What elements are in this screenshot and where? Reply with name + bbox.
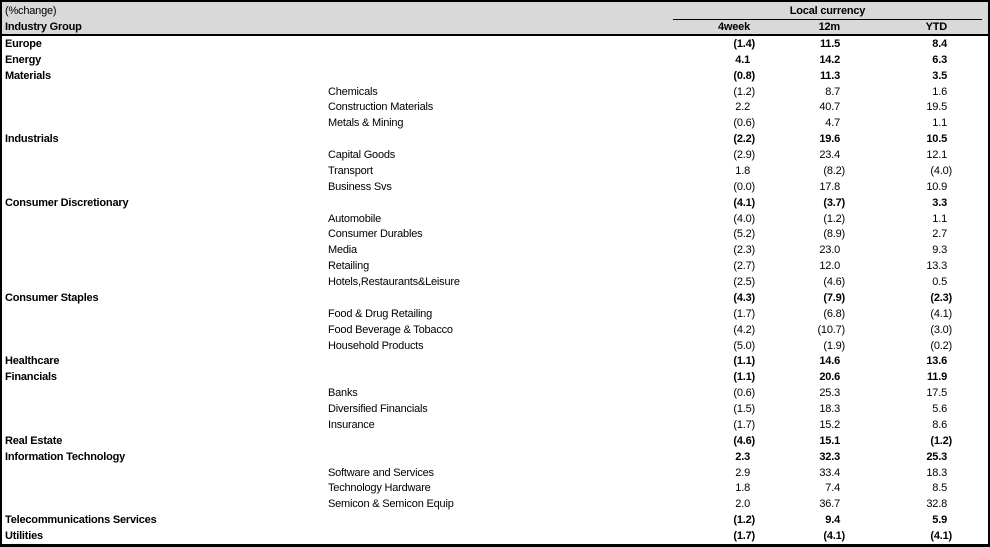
table-rows bbox=[2, 36, 988, 544]
table-row bbox=[2, 322, 988, 338]
value-cell: 3.5 bbox=[932, 69, 947, 82]
group-label: Telecommunications Services bbox=[5, 514, 157, 527]
value-cell: (4.0) bbox=[930, 164, 952, 177]
sub-label: Technology Hardware bbox=[328, 482, 431, 495]
table-row bbox=[2, 147, 988, 163]
value-cell: (2.5) bbox=[733, 276, 755, 289]
table-row bbox=[2, 290, 988, 306]
table-row bbox=[2, 481, 988, 497]
value-cell: 11.5 bbox=[819, 37, 840, 50]
value-cell: 17.5 bbox=[926, 387, 947, 400]
value-cell: 18.3 bbox=[819, 403, 840, 416]
sub-label: Household Products bbox=[328, 339, 424, 352]
table-row bbox=[2, 68, 988, 84]
header-row-columns bbox=[2, 20, 988, 34]
group-label: Financials bbox=[5, 371, 57, 384]
table-row bbox=[2, 465, 988, 481]
value-cell: 18.3 bbox=[926, 466, 947, 479]
value-cell: (0.6) bbox=[733, 387, 755, 400]
value-cell: 20.6 bbox=[819, 371, 840, 384]
value-cell: (4.1) bbox=[733, 196, 755, 209]
value-cell: 14.2 bbox=[819, 53, 840, 66]
group-label: Information Technology bbox=[5, 450, 126, 463]
table-row bbox=[2, 385, 988, 401]
group-label: Consumer Staples bbox=[5, 291, 99, 304]
value-cell: 11.3 bbox=[819, 69, 840, 82]
value-cell: 1.8 bbox=[735, 482, 750, 495]
sub-label: Chemicals bbox=[328, 85, 378, 98]
table-row bbox=[2, 242, 988, 258]
value-cell: (1.7) bbox=[733, 307, 755, 320]
value-cell: 13.6 bbox=[926, 355, 947, 368]
value-cell: 19.6 bbox=[819, 133, 840, 146]
value-cell: 5.9 bbox=[932, 514, 947, 527]
value-cell: (4.3) bbox=[733, 291, 755, 304]
value-cell: (1.7) bbox=[733, 530, 755, 543]
value-cell: (1.2) bbox=[930, 434, 952, 447]
value-cell: (0.6) bbox=[733, 117, 755, 130]
table-row bbox=[2, 417, 988, 433]
value-cell: 19.5 bbox=[926, 101, 947, 114]
value-cell: 8.4 bbox=[932, 37, 947, 50]
value-cell: 9.4 bbox=[825, 514, 840, 527]
table-row bbox=[2, 163, 988, 179]
table-row bbox=[2, 354, 988, 370]
value-cell: 11.9 bbox=[926, 371, 947, 384]
value-cell: (0.2) bbox=[930, 339, 952, 352]
group-label: Europe bbox=[5, 37, 42, 50]
value-cell: 3.3 bbox=[932, 196, 947, 209]
table-row bbox=[2, 369, 988, 385]
value-cell: 15.2 bbox=[819, 418, 840, 431]
value-cell: 2.7 bbox=[932, 228, 947, 241]
group-label: Utilities bbox=[5, 530, 43, 543]
value-cell: 15.1 bbox=[819, 434, 840, 447]
sub-label: Media bbox=[328, 244, 357, 257]
table-row bbox=[2, 115, 988, 131]
table-row bbox=[2, 100, 988, 116]
value-cell: (1.1) bbox=[733, 371, 755, 384]
table-row bbox=[2, 401, 988, 417]
sub-label: Automobile bbox=[328, 212, 382, 225]
column-header-4week: 4week bbox=[717, 21, 750, 33]
value-cell: 33.4 bbox=[819, 466, 840, 479]
value-cell: 10.5 bbox=[926, 133, 947, 146]
column-header-ytd: YTD bbox=[925, 21, 947, 33]
value-cell: (8.9) bbox=[823, 228, 845, 241]
value-cell: (8.2) bbox=[823, 164, 845, 177]
value-cell: 8.6 bbox=[932, 418, 947, 431]
value-cell: 2.3 bbox=[735, 450, 750, 463]
table-row bbox=[2, 258, 988, 274]
value-cell: 4.7 bbox=[825, 117, 840, 130]
value-cell: (1.2) bbox=[733, 514, 755, 527]
value-cell: (2.2) bbox=[733, 133, 755, 146]
value-cell: (3.7) bbox=[823, 196, 845, 209]
value-cell: 4.1 bbox=[735, 53, 750, 66]
value-cell: 32.8 bbox=[926, 498, 947, 511]
value-cell: 6.3 bbox=[932, 53, 947, 66]
value-cell: (1.1) bbox=[733, 355, 755, 368]
table-row bbox=[2, 496, 988, 512]
group-label: Healthcare bbox=[5, 355, 60, 368]
value-cell: 17.8 bbox=[819, 180, 840, 193]
table-row bbox=[2, 84, 988, 100]
value-cell: (4.6) bbox=[823, 276, 845, 289]
value-cell: 2.2 bbox=[735, 101, 750, 114]
value-cell: (4.1) bbox=[823, 530, 845, 543]
value-cell: (2.9) bbox=[733, 149, 755, 162]
sub-label: Software and Services bbox=[328, 466, 434, 479]
group-label: Real Estate bbox=[5, 434, 63, 447]
table-row bbox=[2, 227, 988, 243]
value-cell: (3.0) bbox=[930, 323, 952, 336]
value-cell: (2.3) bbox=[930, 291, 952, 304]
table-row bbox=[2, 433, 988, 449]
value-cell: 1.6 bbox=[932, 85, 947, 98]
table-row bbox=[2, 274, 988, 290]
table-row bbox=[2, 179, 988, 195]
value-cell: (4.2) bbox=[733, 323, 755, 336]
value-cell: 7.4 bbox=[825, 482, 840, 495]
value-cell: (1.5) bbox=[733, 403, 755, 416]
value-cell: (1.9) bbox=[823, 339, 845, 352]
table-row bbox=[2, 338, 988, 354]
sub-label: Hotels,Restaurants&Leisure bbox=[328, 276, 460, 289]
value-cell: (4.1) bbox=[930, 307, 952, 320]
industry-group-header: Industry Group bbox=[5, 21, 82, 33]
group-label: Industrials bbox=[5, 133, 59, 146]
sub-label: Business Svs bbox=[328, 180, 392, 193]
value-cell: (4.1) bbox=[930, 530, 952, 543]
value-cell: (0.8) bbox=[733, 69, 755, 82]
table-row bbox=[2, 512, 988, 528]
value-cell: 25.3 bbox=[926, 450, 947, 463]
value-cell: 0.5 bbox=[932, 276, 947, 289]
value-cell: 2.0 bbox=[735, 498, 750, 511]
group-label: Consumer Discretionary bbox=[5, 196, 129, 209]
table-row bbox=[2, 449, 988, 465]
sub-label: Diversified Financials bbox=[328, 403, 428, 416]
table-row bbox=[2, 528, 988, 544]
table-row bbox=[2, 195, 988, 211]
value-cell: (2.3) bbox=[733, 244, 755, 257]
value-cell: (1.2) bbox=[733, 85, 755, 98]
sub-label: Food Beverage & Tobacco bbox=[328, 323, 453, 336]
table-row bbox=[2, 306, 988, 322]
table-row bbox=[2, 211, 988, 227]
value-cell: (7.9) bbox=[823, 291, 845, 304]
value-cell: 1.1 bbox=[932, 212, 947, 225]
value-cell: (5.2) bbox=[733, 228, 755, 241]
value-cell: 1.1 bbox=[932, 117, 947, 130]
sub-label: Retailing bbox=[328, 260, 370, 273]
value-cell: 9.3 bbox=[932, 244, 947, 257]
value-cell: 5.6 bbox=[932, 403, 947, 416]
sub-label: Banks bbox=[328, 387, 358, 400]
sub-label: Transport bbox=[328, 164, 373, 177]
value-cell: (1.4) bbox=[733, 37, 755, 50]
value-cell: 36.7 bbox=[819, 498, 840, 511]
value-cell: (6.8) bbox=[823, 307, 845, 320]
percent-change-label: (%change) bbox=[5, 5, 57, 17]
group-label: Materials bbox=[5, 69, 51, 82]
value-cell: 40.7 bbox=[819, 101, 840, 114]
value-cell: 13.3 bbox=[926, 260, 947, 273]
value-cell: (5.0) bbox=[733, 339, 755, 352]
value-cell: 32.3 bbox=[819, 450, 840, 463]
value-cell: 10.9 bbox=[926, 180, 947, 193]
value-cell: (10.7) bbox=[817, 323, 845, 336]
table-row bbox=[2, 52, 988, 68]
value-cell: (1.2) bbox=[823, 212, 845, 225]
value-cell: (2.7) bbox=[733, 260, 755, 273]
value-cell: 14.6 bbox=[819, 355, 840, 368]
value-cell: (0.0) bbox=[733, 180, 755, 193]
table-row bbox=[2, 131, 988, 147]
value-cell: 1.8 bbox=[735, 164, 750, 177]
sub-label: Capital Goods bbox=[328, 149, 396, 162]
value-cell: 25.3 bbox=[819, 387, 840, 400]
value-cell: (1.7) bbox=[733, 418, 755, 431]
value-cell: 23.4 bbox=[819, 149, 840, 162]
value-cell: 12.0 bbox=[819, 260, 840, 273]
value-cell: 23.0 bbox=[819, 244, 840, 257]
value-cell: 8.5 bbox=[932, 482, 947, 495]
value-cell: 2.9 bbox=[735, 466, 750, 479]
sub-label: Semicon & Semicon Equip bbox=[328, 498, 454, 511]
group-label: Energy bbox=[5, 53, 42, 66]
table-row bbox=[2, 36, 988, 52]
sub-label: Consumer Durables bbox=[328, 228, 423, 241]
value-cell: 8.7 bbox=[825, 85, 840, 98]
sub-label: Food & Drug Retailing bbox=[328, 307, 433, 320]
value-cell: (4.6) bbox=[733, 434, 755, 447]
value-cell: 12.1 bbox=[926, 149, 947, 162]
sub-label: Construction Materials bbox=[328, 101, 434, 114]
sub-label: Insurance bbox=[328, 418, 375, 431]
sub-label: Metals & Mining bbox=[328, 117, 404, 130]
value-cell: (4.0) bbox=[733, 212, 755, 225]
local-currency-cell bbox=[660, 2, 988, 20]
local-currency-label: Local currency bbox=[673, 2, 982, 20]
table-header bbox=[2, 2, 988, 36]
column-header-12m: 12m bbox=[818, 21, 840, 33]
header-row-top bbox=[2, 2, 988, 20]
